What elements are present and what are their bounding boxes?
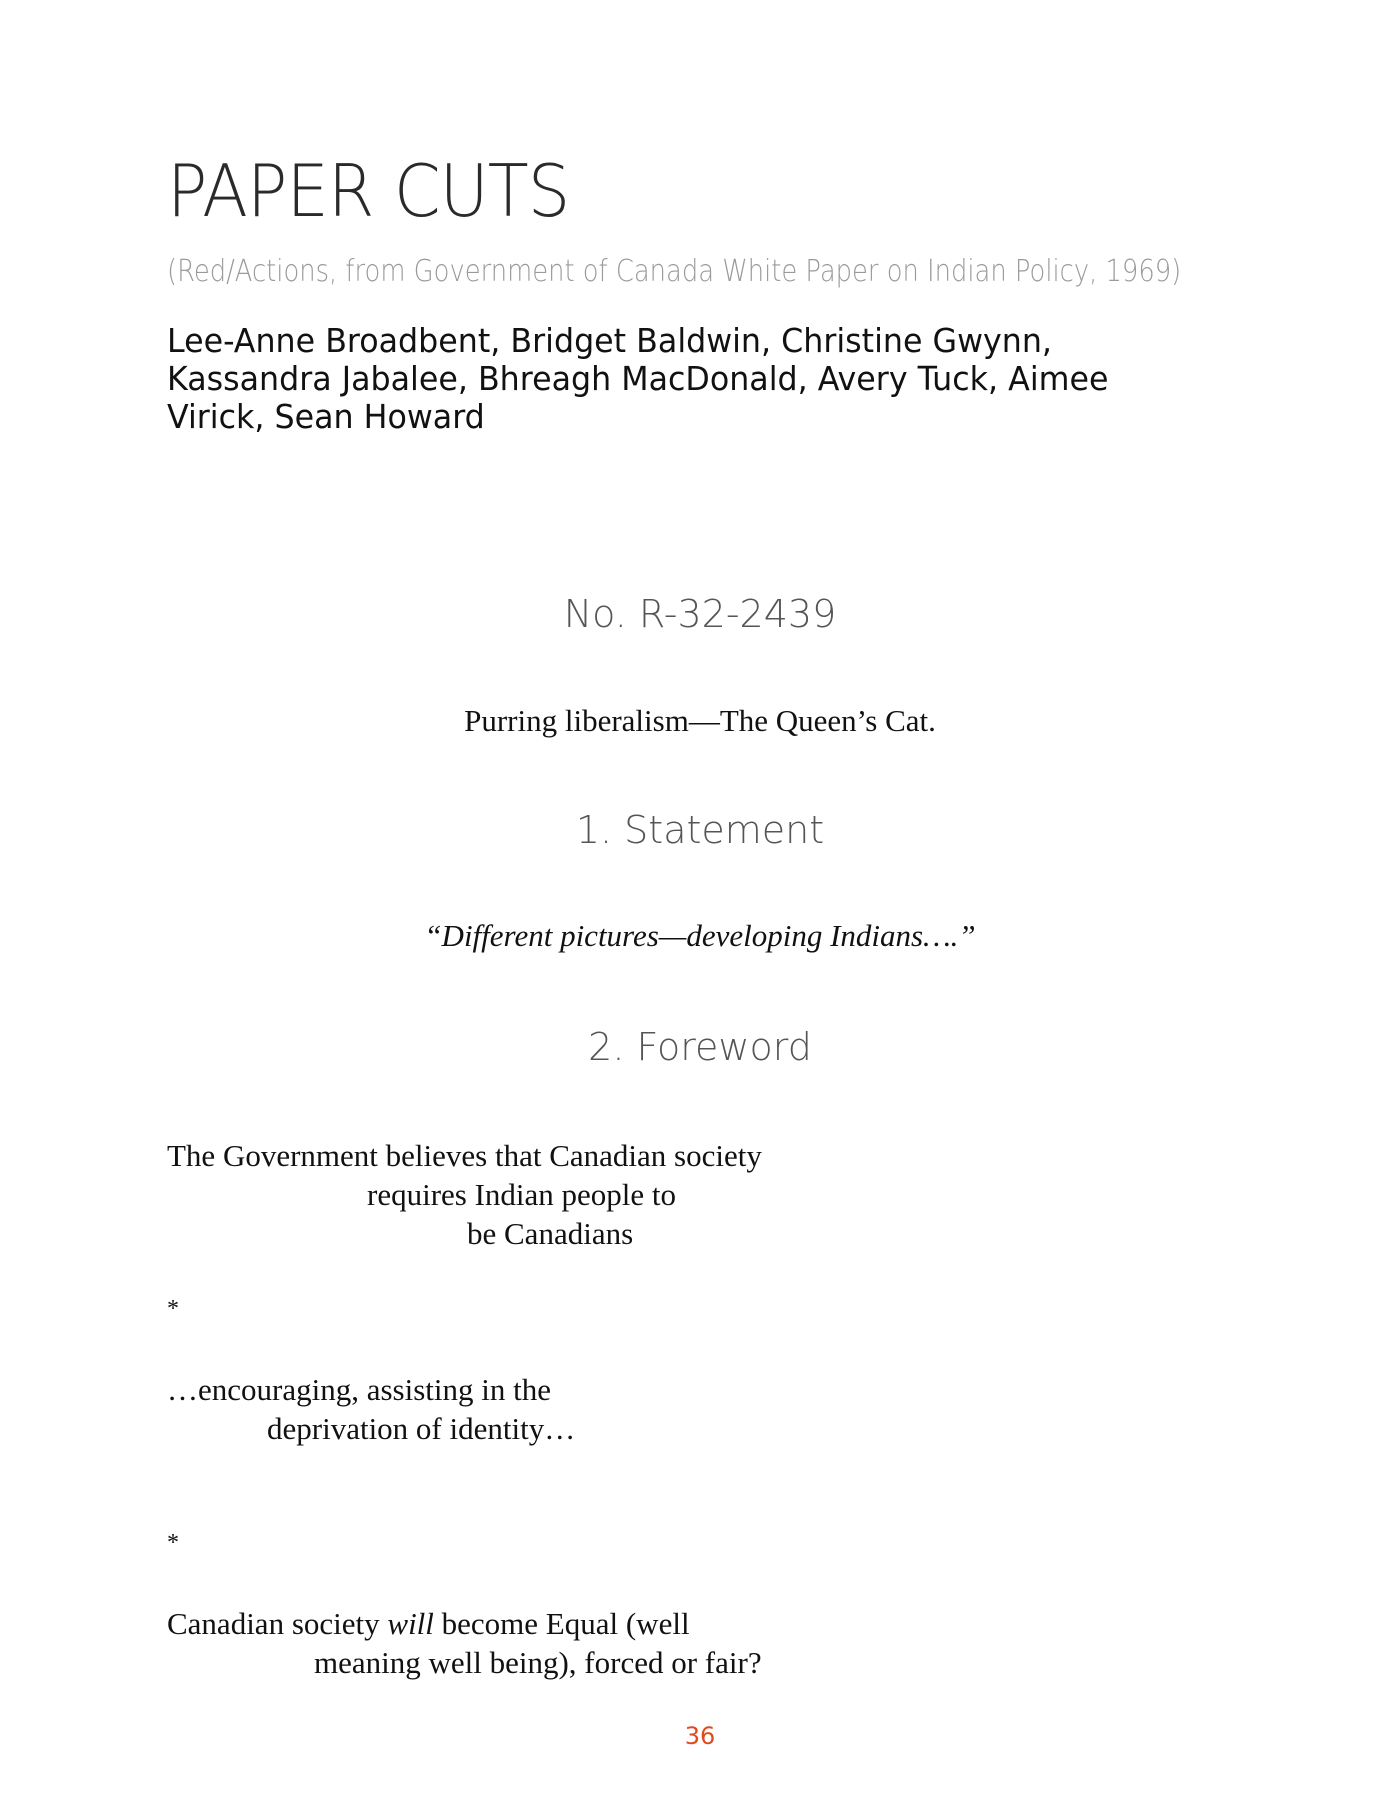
page-number: 36 — [684, 1722, 716, 1750]
stanza-line: requires Indian people to — [367, 1177, 677, 1212]
asterisk-separator: * — [167, 1296, 179, 1322]
authors-list: Lee-Anne Broadbent, Bridget Baldwin, Christine Gwynn, Kassandra Jabalee, Bhreagh MacDonald, Avery Tuck, Aimee Virick, Sean Howard — [167, 321, 1109, 436]
document-number: No. R-32-2439 — [563, 592, 837, 636]
stanza-line: meaning well being), forced or fair? — [314, 1645, 762, 1680]
section-heading-statement: 1. Statement — [575, 808, 825, 852]
stanza-line: The Government believes that Canadian society — [167, 1138, 762, 1173]
stanza-line: …encouraging, assisting in the — [167, 1372, 551, 1407]
page-title: PAPER CUTS — [167, 149, 570, 233]
page-subtitle: (Red/Actions, from Government of Canada White Paper on Indian Policy, 1969) — [167, 254, 1182, 289]
stanza-line: be Canadians — [467, 1216, 634, 1251]
asterisk-separator: * — [167, 1530, 179, 1556]
stanza-text: Canadian society — [167, 1606, 388, 1641]
statement-quote: “Different pictures—developing Indians….” — [424, 918, 976, 953]
stanza-line: deprivation of identity… — [267, 1411, 576, 1446]
tagline: Purring liberalism—The Queen’s Cat. — [464, 703, 936, 738]
section-heading-foreword: 2. Foreword — [588, 1025, 812, 1069]
stanza-text: become Equal (well — [433, 1606, 690, 1641]
emphasis-word: will — [387, 1606, 434, 1641]
stanza-line — [167, 1607, 690, 1641]
